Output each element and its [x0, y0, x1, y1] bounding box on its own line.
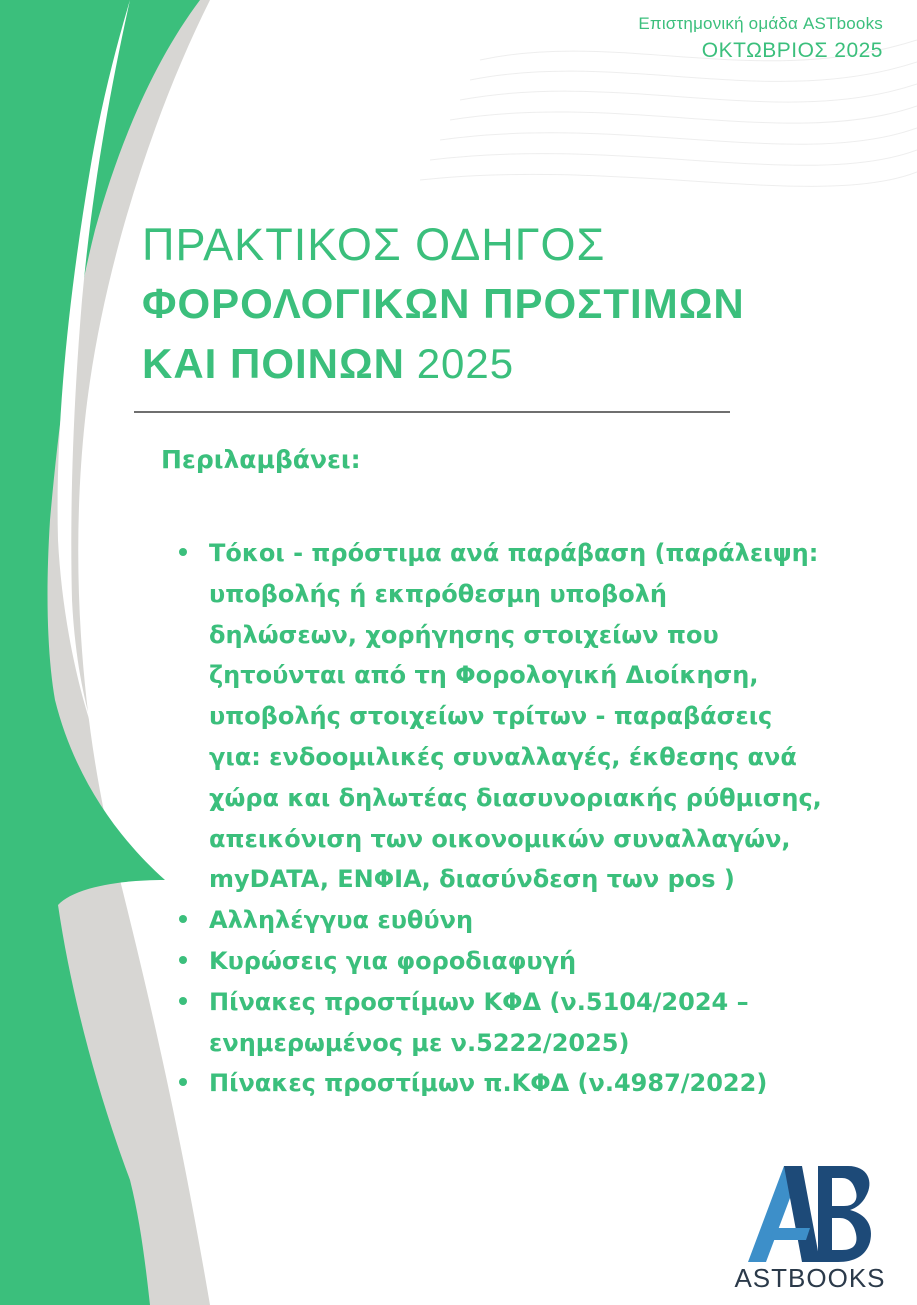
list-item-line: υποβολής στοιχείων τρίτων - παραβάσεις — [209, 702, 773, 731]
list-item-line: Κυρώσεις για φοροδιαφυγή — [209, 946, 577, 975]
list-item-line: ενημερωμένος με ν.5222/2025) — [209, 1028, 630, 1057]
publisher-team: Επιστημονική ομάδα ASTbooks — [638, 14, 883, 33]
logo-wordmark: ASTBOOKS — [734, 1263, 886, 1293]
document-title — [142, 216, 745, 394]
title-year: 2025 — [416, 340, 515, 387]
list-item-line: myDATA, ΕΝΦΙΑ, διασύνδεση των pos ) — [209, 865, 735, 894]
list-item-line: Πίνακες προστίμων ΚΦΔ (ν.5104/2024 – — [209, 987, 749, 1016]
title-line-2: ΦΟΡΟΛΟΓΙΚΩΝ ΠΡΟΣΤΙΜΩΝ — [142, 280, 745, 327]
bullet-dot-icon — [179, 997, 187, 1005]
list-item — [178, 982, 878, 1064]
astbooks-logo — [730, 1166, 890, 1294]
header — [638, 14, 883, 63]
title-divider — [134, 411, 730, 413]
includes-heading: Περιλαμβάνει: — [161, 445, 361, 474]
bullet-dot-icon — [179, 956, 187, 964]
title-line-1: ΠΡΑΚΤΙΚΟΣ ΟΔΗΓΟΣ — [142, 219, 606, 270]
ab-logo-icon — [744, 1166, 876, 1262]
list-item-line: δηλώσεων, χορήγησης στοιχείων που — [209, 620, 719, 649]
list-item-line: για: ενδοομιλικές συναλλαγές, έκθεσης ανά — [209, 742, 797, 771]
list-item — [178, 941, 878, 982]
title-line-3 — [142, 334, 745, 394]
list-item-line: Πίνακες προστίμων π.ΚΦΔ (ν.4987/2022) — [209, 1069, 768, 1098]
contents-list — [178, 533, 878, 1104]
list-item — [178, 900, 878, 941]
list-item-line: απεικόνιση των οικονομικών συναλλαγών, — [209, 824, 791, 853]
title-line-3-bold: ΚΑΙ ΠΟΙΝΩΝ — [142, 340, 406, 387]
bullet-dot-icon — [179, 548, 187, 556]
bullet-dot-icon — [179, 1078, 187, 1086]
list-item-line: Τόκοι - πρόστιμα ανά παράβαση (παράλειψη: — [209, 539, 819, 567]
list-item-line: υποβολής ή εκπρόθεσμη υποβολή — [209, 579, 667, 608]
list-item-line: χώρα και δηλωτέας διασυνοριακής ρύθμισης, — [209, 783, 822, 812]
publication-date: ΟΚΤΩΒΡΙΟΣ 2025 — [701, 39, 883, 62]
bullet-dot-icon — [179, 915, 187, 923]
list-item — [178, 1063, 878, 1104]
list-item-line: ζητούνται από τη Φορολογική Διοίκηση, — [209, 661, 759, 690]
list-item — [178, 533, 878, 900]
list-item-line: Αλληλέγγυα ευθύνη — [209, 906, 474, 935]
